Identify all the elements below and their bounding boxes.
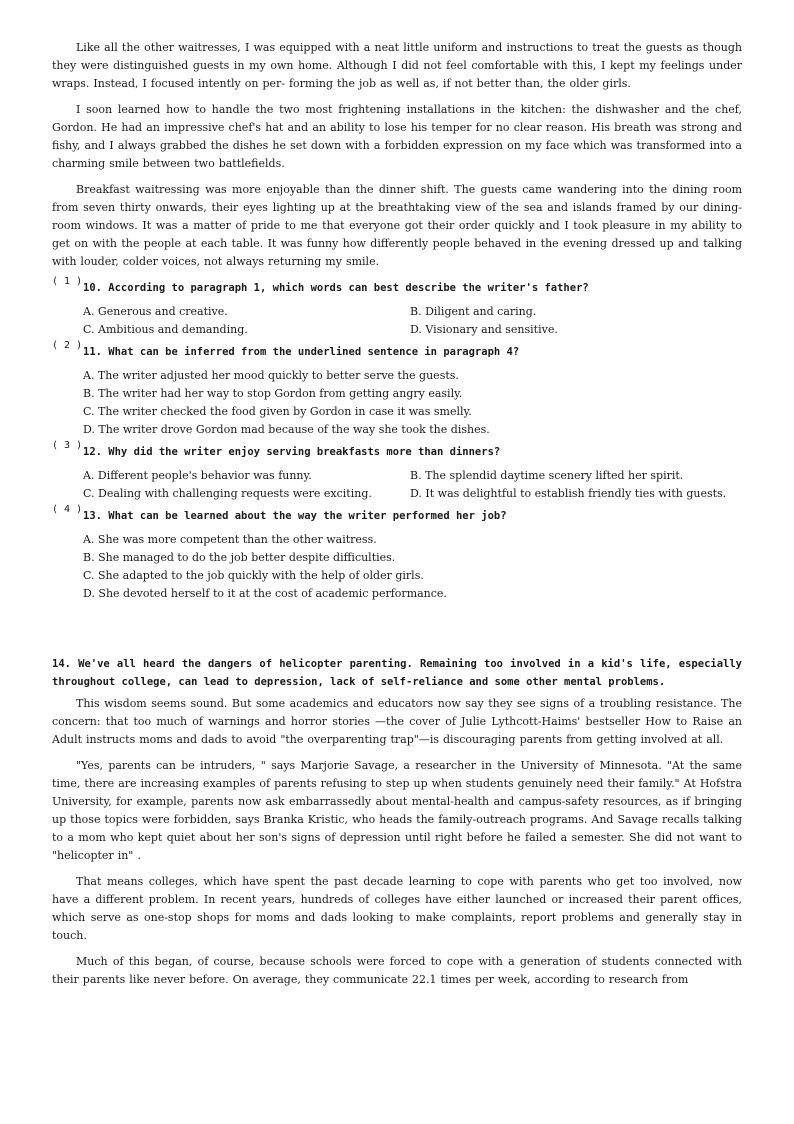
option-d[interactable]: D. The writer drove Gordon mad because of the way she took the dishes. — [83, 423, 490, 436]
question-number: ( 4 ) — [52, 504, 83, 515]
passage1-paragraph: Breakfast waitressing was more enjoyable than the dinner shift. The guests came wandering into the dining room from seven thirty onwards, their eyes lighting up at the breathtaking view of the sea and islands framed by our dining-room windows. It was a matter of pride to me that everyone got their order quickly and I took pleasure in my ability to get on with the people at each table. It was funny how differently people behaved in the evening dressed up and talking with louder, colder voices, not always returning my smile. — [52, 183, 742, 268]
section-gap — [52, 607, 742, 655]
options — [52, 303, 742, 339]
option-b[interactable]: B. She managed to do the job better despite difficulties. — [83, 551, 396, 564]
question-stem: 12. Why did the writer enjoy serving breakfasts more than dinners? — [83, 446, 501, 458]
passage2-paragraph: "Yes, parents can be intruders, " says Marjorie Savage, a researcher in the University of Minnesota. "At the same time, there are increasing examples of parents refusing to step up when students genuinely need their family." At Hofstra University, for example, parents now ask embarrassedly about mental-health and campus-safety resources, as if bringing up those topics were forbidden, says Branka Kristic, who heads the family-outreach programs. And Savage recalls talking to a mom who kept quiet about her son's signs of depression until right before he failed a semester. She did not want to "helicopter in" . — [52, 759, 742, 862]
question-number: ( 2 ) — [52, 340, 83, 351]
option-d[interactable]: D. Visionary and sensitive. — [410, 323, 558, 336]
option-b[interactable]: B. The splendid daytime scenery lifted her spirit. — [410, 469, 684, 482]
document-page — [52, 39, 742, 997]
option-b[interactable]: B. The writer had her way to stop Gordon from getting angry easily. — [83, 387, 463, 400]
question-13 — [52, 504, 742, 603]
question-stem: 11. What can be inferred from the underlined sentence in paragraph 4? — [83, 346, 520, 358]
question-11 — [52, 340, 742, 439]
option-a[interactable]: A. Generous and creative. — [83, 305, 228, 318]
option-c[interactable]: C. Ambitious and demanding. — [83, 323, 248, 336]
option-d[interactable]: D. She devoted herself to it at the cost of academic performance. — [83, 587, 447, 600]
option-c[interactable]: C. She adapted to the job quickly with the help of older girls. — [83, 569, 424, 582]
option-d[interactable]: D. It was delightful to establish friendly ties with guests. — [410, 487, 727, 500]
question-stem: 10. According to paragraph 1, which words can best describe the writer's father? — [83, 282, 589, 294]
option-a[interactable]: A. Different people's behavior was funny. — [83, 469, 312, 482]
option-a[interactable]: A. She was more competent than the other waitress. — [83, 533, 377, 546]
options — [52, 467, 742, 503]
passage1-paragraph: Like all the other waitresses, I was equipped with a neat little uniform and instructions to treat the guests as though they were distinguished guests in my own home. Although I did not feel comfortable with this, I kept my feelings under wraps. Instead, I focused intently on per- forming the job as well as, if not better than, the older girls. — [52, 41, 742, 90]
option-b[interactable]: B. Diligent and caring. — [410, 305, 537, 318]
passage2-paragraph: This wisdom seems sound. But some academics and educators now say they see signs of a troubling resistance. The concern: that too much of warnings and horror stories —the cover of Julie Lythcott-Haims' bestseller How to Raise an Adult instructs moms and dads to avoid "the overparenting trap"—is discouraging parents from getting involved at all. — [52, 697, 742, 746]
options — [52, 367, 742, 439]
option-c[interactable]: C. Dealing with challenging requests were exciting. — [83, 487, 372, 500]
options — [52, 531, 742, 603]
passage1-paragraph: I soon learned how to handle the two most frightening installations in the kitchen: the dishwasher and the chef, Gordon. He had an impressive chef's hat and an ability to lose his temper for no clear reason. His breath was strong and fishy, and I always grabbed the dishes he set down with a forbidden expression on my face which was transformed into a charming smile between two battlefields. — [52, 103, 742, 170]
option-a[interactable]: A. The writer adjusted her mood quickly to better serve the guests. — [83, 369, 459, 382]
question-10 — [52, 276, 742, 339]
option-c[interactable]: C. The writer checked the food given by Gordon in case it was smelly. — [83, 405, 472, 418]
passage2-paragraph: Much of this began, of course, because schools were forced to cope with a generation of students connected with their parents like never before. On average, they communicate 22.1 times per week, according to research from — [52, 955, 742, 986]
question-number: ( 3 ) — [52, 440, 83, 451]
passage2-heading: 14. We've all heard the dangers of helicopter parenting. Remaining too involved in a kid's life, especially throughout college, can lead to depression, lack of self-reliance and some other mental problems. — [52, 658, 742, 688]
question-12 — [52, 440, 742, 503]
question-number: ( 1 ) — [52, 276, 83, 287]
passage2-paragraph: That means colleges, which have spent the past decade learning to cope with parents who get too involved, now have a different problem. In recent years, hundreds of colleges have either launched or increased their parent offices, which serve as one-stop shops for moms and dads looking to make complaints, report problems and generally stay in touch. — [52, 875, 742, 942]
question-stem: 13. What can be learned about the way the writer performed her job? — [83, 510, 507, 522]
